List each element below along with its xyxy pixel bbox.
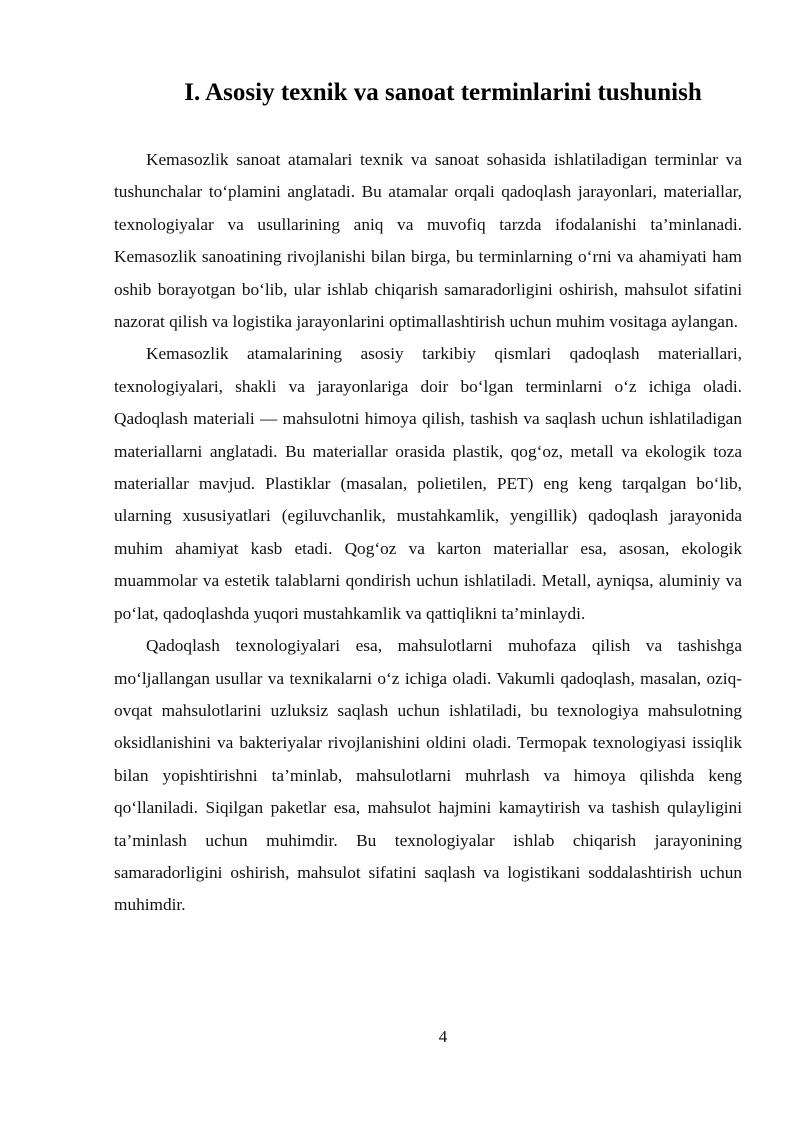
- paragraph-1: Kemasozlik sanoat atamalari texnik va sanoat sohasida ishlatiladigan terminlar va tushunchalar to‘plamini anglatadi. Bu atamalar orqali qadoqlash jarayonlari, materiallar, texnologiyalar va usullarining aniq va muvofiq tarzda ifodalanishi ta’minlanadi. Kemasozlik sanoatining rivojlanishi bilan birga, bu terminlarning o‘rni va ahamiyati ham oshib borayotgan bo‘lib, ular ishlab chiqarish samaradorligini oshirish, mahsulot sifatini nazorat qilish va logistika jarayonlarini optimallashtirish uchun muhim vositaga aylangan.: [114, 150, 742, 332]
- body-text: [114, 144, 742, 922]
- page-number: 4: [438, 1027, 448, 1046]
- section-title: I. Asosiy texnik va sanoat terminlarini tushunish: [184, 79, 702, 106]
- paragraph-2: Kemasozlik atamalarining asosiy tarkibiy qismlari qadoqlash materiallari, texnologiyalari, shakli va jarayonlariga doir bo‘lgan terminlarni o‘z ichiga oladi. Qadoqlash materiali — mahsulotni himoya qilish, tashish va saqlash uchun ishlatiladigan materiallarni anglatadi. Bu materiallar orasida plastik, qog‘oz, metall va ekologik toza materiallar mavjud. Plastiklar (masalan, polietilen, PET) eng keng tarqalgan bo‘lib, ularning xususiyatlari (egiluvchanlik, mustahkamlik, yengillik) qadoqlash jarayonida muhim ahamiyat kasb etadi. Qog‘oz va karton materiallar esa, asosan, ekologik muammolar va estetik talablarni qondirish uchun ishlatiladi. Metall, ayniqsa, aluminiy va po‘lat, qadoqlashda yuqori mustahkamlik va qattiqlikni ta’minlaydi.: [114, 344, 742, 623]
- paragraph-3: Qadoqlash texnologiyalari esa, mahsulotlarni muhofaza qilish va tashishga mo‘ljallangan usullar va texnikalarni o‘z ichiga oladi. Vakumli qadoqlash, masalan, oziq-ovqat mahsulotlarini uzluksiz saqlash uchun ishlatiladi, bu texnologiya mahsulotning oksidlanishini va bakteriyalar rivojlanishini oldini oladi. Termopak texnologiyasi issiqlik bilan yopishtirishni ta’minlab, mahsulotlarni muhrlash va himoya qilishda keng qo‘llaniladi. Siqilgan paketlar esa, mahsulot hajmini kamaytirish va tashish qulayligini ta’minlash uchun muhimdir. Bu texnologiyalar ishlab chiqarish jarayonining samaradorligini oshirish, mahsulot sifatini saqlash va logistikani soddalashtirish uchun muhimdir.: [114, 636, 742, 915]
